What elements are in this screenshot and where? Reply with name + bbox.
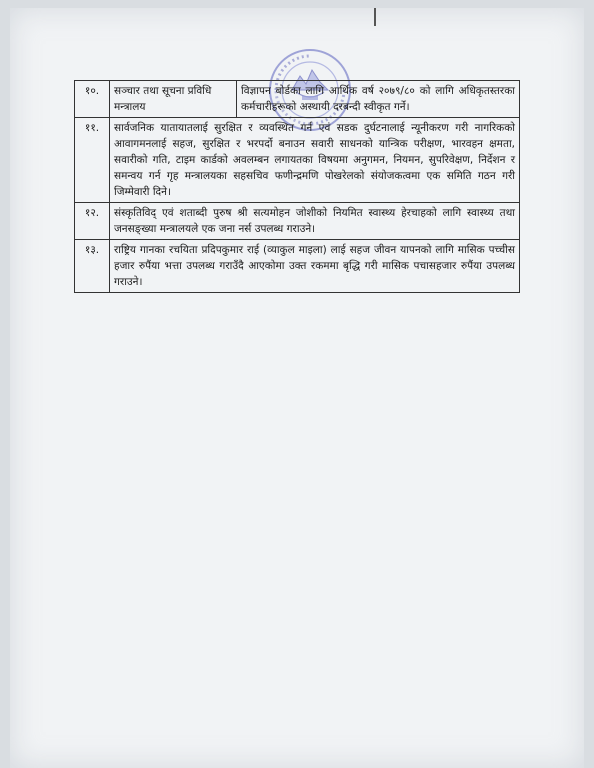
decision-text: विज्ञापन बोर्डका लागि आर्थिक वर्ष २०७९/८० को लागि अधिकृतस्तरका कर्मचारीहरूको अस्थायी दरबन्दी स्वीकृत गर्ने। [237,81,520,118]
ministry-name: सञ्चार तथा सूचना प्रविधि मन्त्रालय [110,81,237,118]
table-row [75,81,520,118]
decision-text: राष्ट्रिय गानका रचयिता प्रदिपकुमार राई (व्याकुल माइला) लाई सहज जीवन यापनको लागि मासिक पच्चीस हजार रुपैंया भत्ता उपलब्ध गराउँदै आएकोमा उक्त रकममा बृद्धि गरी मासिक पचासहजार रुपैंया उपलब्ध गराउने। [110,240,520,293]
item-number: १०. [75,81,110,118]
item-number: ११. [75,118,110,203]
item-number: १३. [75,240,110,293]
scan-mark [374,8,376,26]
table-row [75,118,520,203]
decisions-table [74,80,520,293]
decision-text: संस्कृतिविद् एवं शताब्दी पुरुष श्री सत्यमोहन जोशीको नियमित स्वास्थ्य हेरचाहको लागि स्वास्थ्य तथा जनसङ्ख्या मन्त्रालयले एक जना नर्स उपलब्ध गराउने। [110,203,520,240]
table-row [75,240,520,293]
table-row [75,203,520,240]
decision-text: सार्वजनिक यातायातलाई सुरक्षित र व्यवस्थित गर्न एवं सडक दुर्घटनालाई न्यूनीकरण गरी नागरिकको आवागमनलाई सहज, सुरक्षित र भरपर्दो बनाउन सवारी साधनको यान्त्रिक परीक्षण, भारवहन क्षमता, सवारीको गति, टाइम कार्डको अवलम्बन लगायतका विषयमा अनुगमन, नियमन, सुपरिवेक्षण, निर्देशन र समन्वय गर्न गृह मन्त्रालयका सहसचिव फणीन्द्रमणि पोखरेलको संयोजकत्वमा एक समिति गठन गरी जिम्मेवारी दिने। [110,118,520,203]
item-number: १२. [75,203,110,240]
